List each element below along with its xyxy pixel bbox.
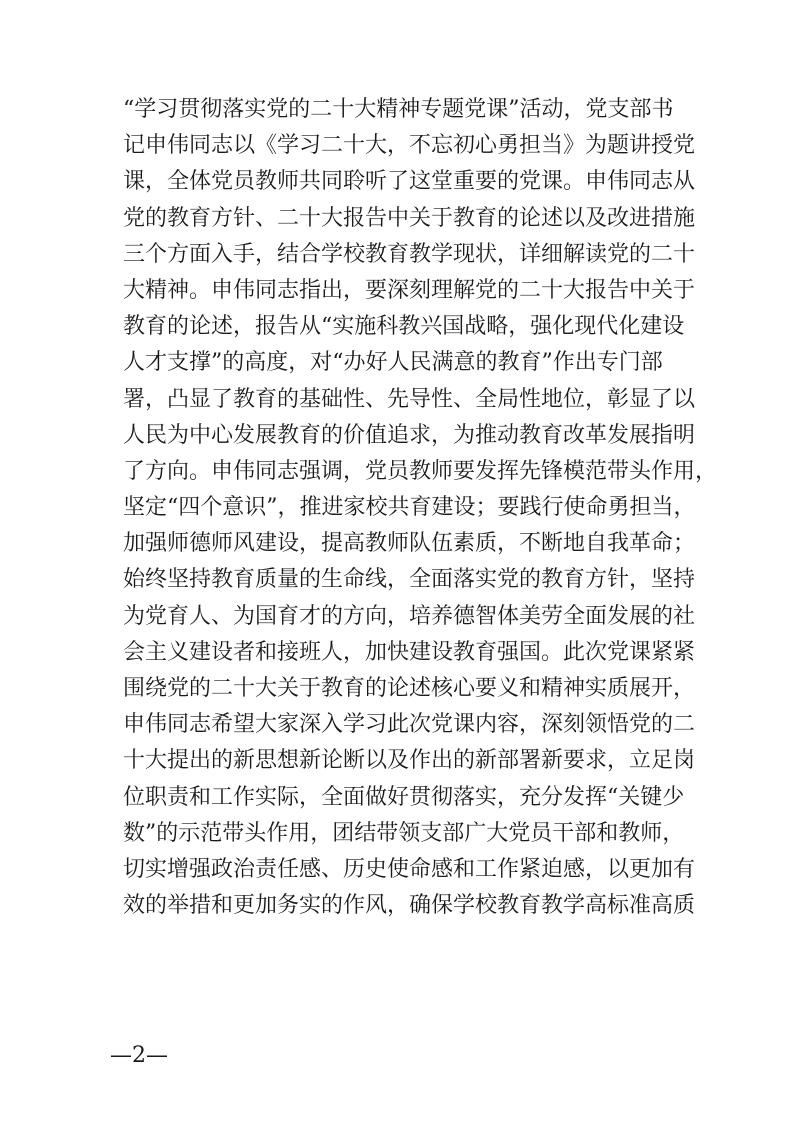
text-line: “学习贯彻落实党的二十大精神专题党课”活动，党支部书: [123, 97, 674, 122]
page-number: —2—: [110, 1043, 168, 1068]
text-line: 记申伟同志以《学习二十大，不忘初心勇担当》为题讲授党: [123, 133, 696, 159]
text-line: 人才支撑”的高度，对“办好人民满意的教育”作出专门部: [123, 350, 663, 376]
text-line: 了方向。申伟同志强调，党员教师要发挥先锋模范带头作用，: [123, 458, 718, 484]
text-line: 效的举措和更加务实的作风，确保学校教育教学高标准高质: [123, 893, 696, 919]
text-line: 三个方面入手，结合学校教育教学现状，详细解读党的二十: [123, 241, 696, 267]
text-line: 数”的示范带头作用，团结带领支部广大党员干部和教师，: [123, 820, 685, 846]
text-line: 加强师德师风建设，提高教师队伍素质，不断地自我革命；: [123, 531, 696, 557]
text-line: 人民为中心发展教育的价值追求，为推动教育改革发展指明: [123, 422, 696, 448]
text-line: 位职责和工作实际，全面做好贯彻落实，充分发挥“关键少: [123, 784, 685, 810]
body-paragraph: [123, 92, 718, 924]
text-line: 十大提出的新思想新论断以及作出的新部署新要求，立足岗: [123, 748, 696, 774]
text-line: 为党育人、为国育才的方向，培养德智体美劳全面发展的社: [123, 603, 696, 629]
text-line: 坚定“四个意识”，推进家校共育建设；要践行使命勇担当，: [123, 495, 696, 521]
text-line: 署，凸显了教育的基础性、先导性、全局性地位，彰显了以: [123, 386, 696, 412]
text-line: 申伟同志希望大家深入学习此次党课内容，深刻领悟党的二: [123, 712, 696, 738]
text-line: 教育的论述，报告从“实施科教兴国战略，强化现代化建设: [123, 314, 685, 340]
text-line: 党的教育方针、二十大报告中关于教育的论述以及改进措施: [123, 205, 696, 231]
text-line: 始终坚持教育质量的生命线，全面落实党的教育方针，坚持: [123, 567, 696, 593]
text-line: 围绕党的二十大关于教育的论述核心要义和精神实质展开，: [123, 676, 696, 701]
text-line: 会主义建设者和接班人，加快建设教育强国。此次党课紧紧: [123, 639, 696, 665]
text-line: 切实增强政治责任感、历史使命感和工作紧迫感，以更加有: [123, 856, 696, 882]
text-line: 课，全体党员教师共同聆听了这堂重要的党课。申伟同志从: [123, 169, 696, 195]
text-line: 大精神。申伟同志指出，要深刻理解党的二十大报告中关于: [123, 277, 696, 303]
